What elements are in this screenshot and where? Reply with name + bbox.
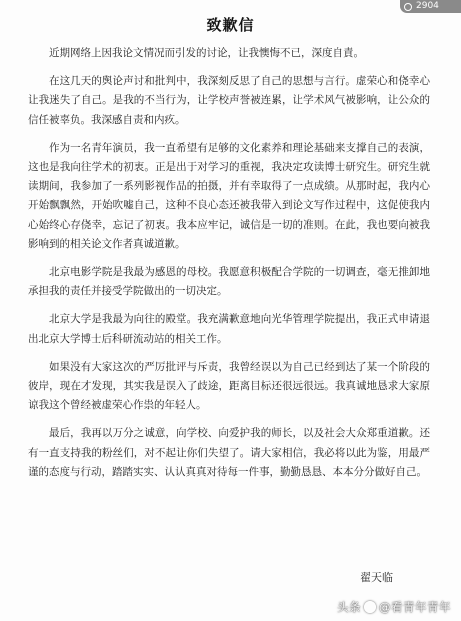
- view-count: 2904: [416, 1, 439, 11]
- signature: 翟天临: [360, 571, 393, 584]
- paragraph-5: 北京大学是我最为向往的殿堂。我充满歉意地向光华管理学院提出，我正式申请退出北京大学博士后科研流动站的相关工作。: [28, 313, 430, 345]
- paragraph-2: 在这几天的舆论声讨和批判中，我深刻反思了自己的思想与言行。虚荣心和侥幸心让我迷失了自己。是我的不当行为，让学校声誉被连累，让学术风气被影响，让公众的信任被辜负。我深感自责和内疚。: [28, 75, 430, 126]
- paragraph-6: 如果没有大家这次的严厉批评与斥责，我曾经误以为自己已经到达了某一个阶段的彼岸，现在才发现，其实我是误入了歧途，距离目标还很远很远。我真诚地恳求大家原谅我这个曾经被虚荣心作祟的年轻人。: [28, 360, 430, 412]
- watermark-logo-icon: [364, 601, 376, 613]
- watermark-prefix: 头条: [337, 600, 361, 614]
- paragraph-3: 作为一名青年演员，我一直希望有足够的文化素养和理论基础来支撑自己的表演，这也是我向往学术的初衷。正是出于对学习的重视，我决定攻读博士研究生。研究生就读期间，我参加了一系列影视作品的拍摄，并有幸取得了一点成绩。从那时起，我内心开始飘飘然，开始吹嘘自己，这种不良心态还被我带入到论文写作过程中，这促使我内心始终心存侥幸，忘记了初衷。我本应牢记，诚信是一切的准则。在此，我也要向被我影响到的相关论文作者真诚道歉。: [28, 141, 430, 250]
- paragraph-1: 近期网络上因我论文情况而引发的讨论，让我懊悔不已，深度自責。: [49, 47, 364, 59]
- view-count-badge: [400, 0, 461, 13]
- paragraph-7: 最后，我再以万分之诚意，向学校、向爱护我的师长，以及社会大众郑重道歉。还有一直支持我的粉丝们，对不起让你们失望了。请大家相信，我必将以此为鉴，用最严谨的态度与行动，踏踏实实、认认真真对待每一件事，勤勤恳恳、本本分分做好自己。: [28, 427, 430, 478]
- paragraph-4: 北京电影学院是我最为感恩的母校。我愿意积极配合学院的一切调查，毫无推卸地承担我的责任并接受学院做出的一切决定。: [28, 266, 430, 298]
- eye-icon: [404, 3, 412, 11]
- watermark: [337, 599, 451, 615]
- letter-body: [28, 44, 430, 491]
- letter-title: 致歉信: [206, 16, 255, 34]
- watermark-handle: @看青年青年: [379, 600, 451, 614]
